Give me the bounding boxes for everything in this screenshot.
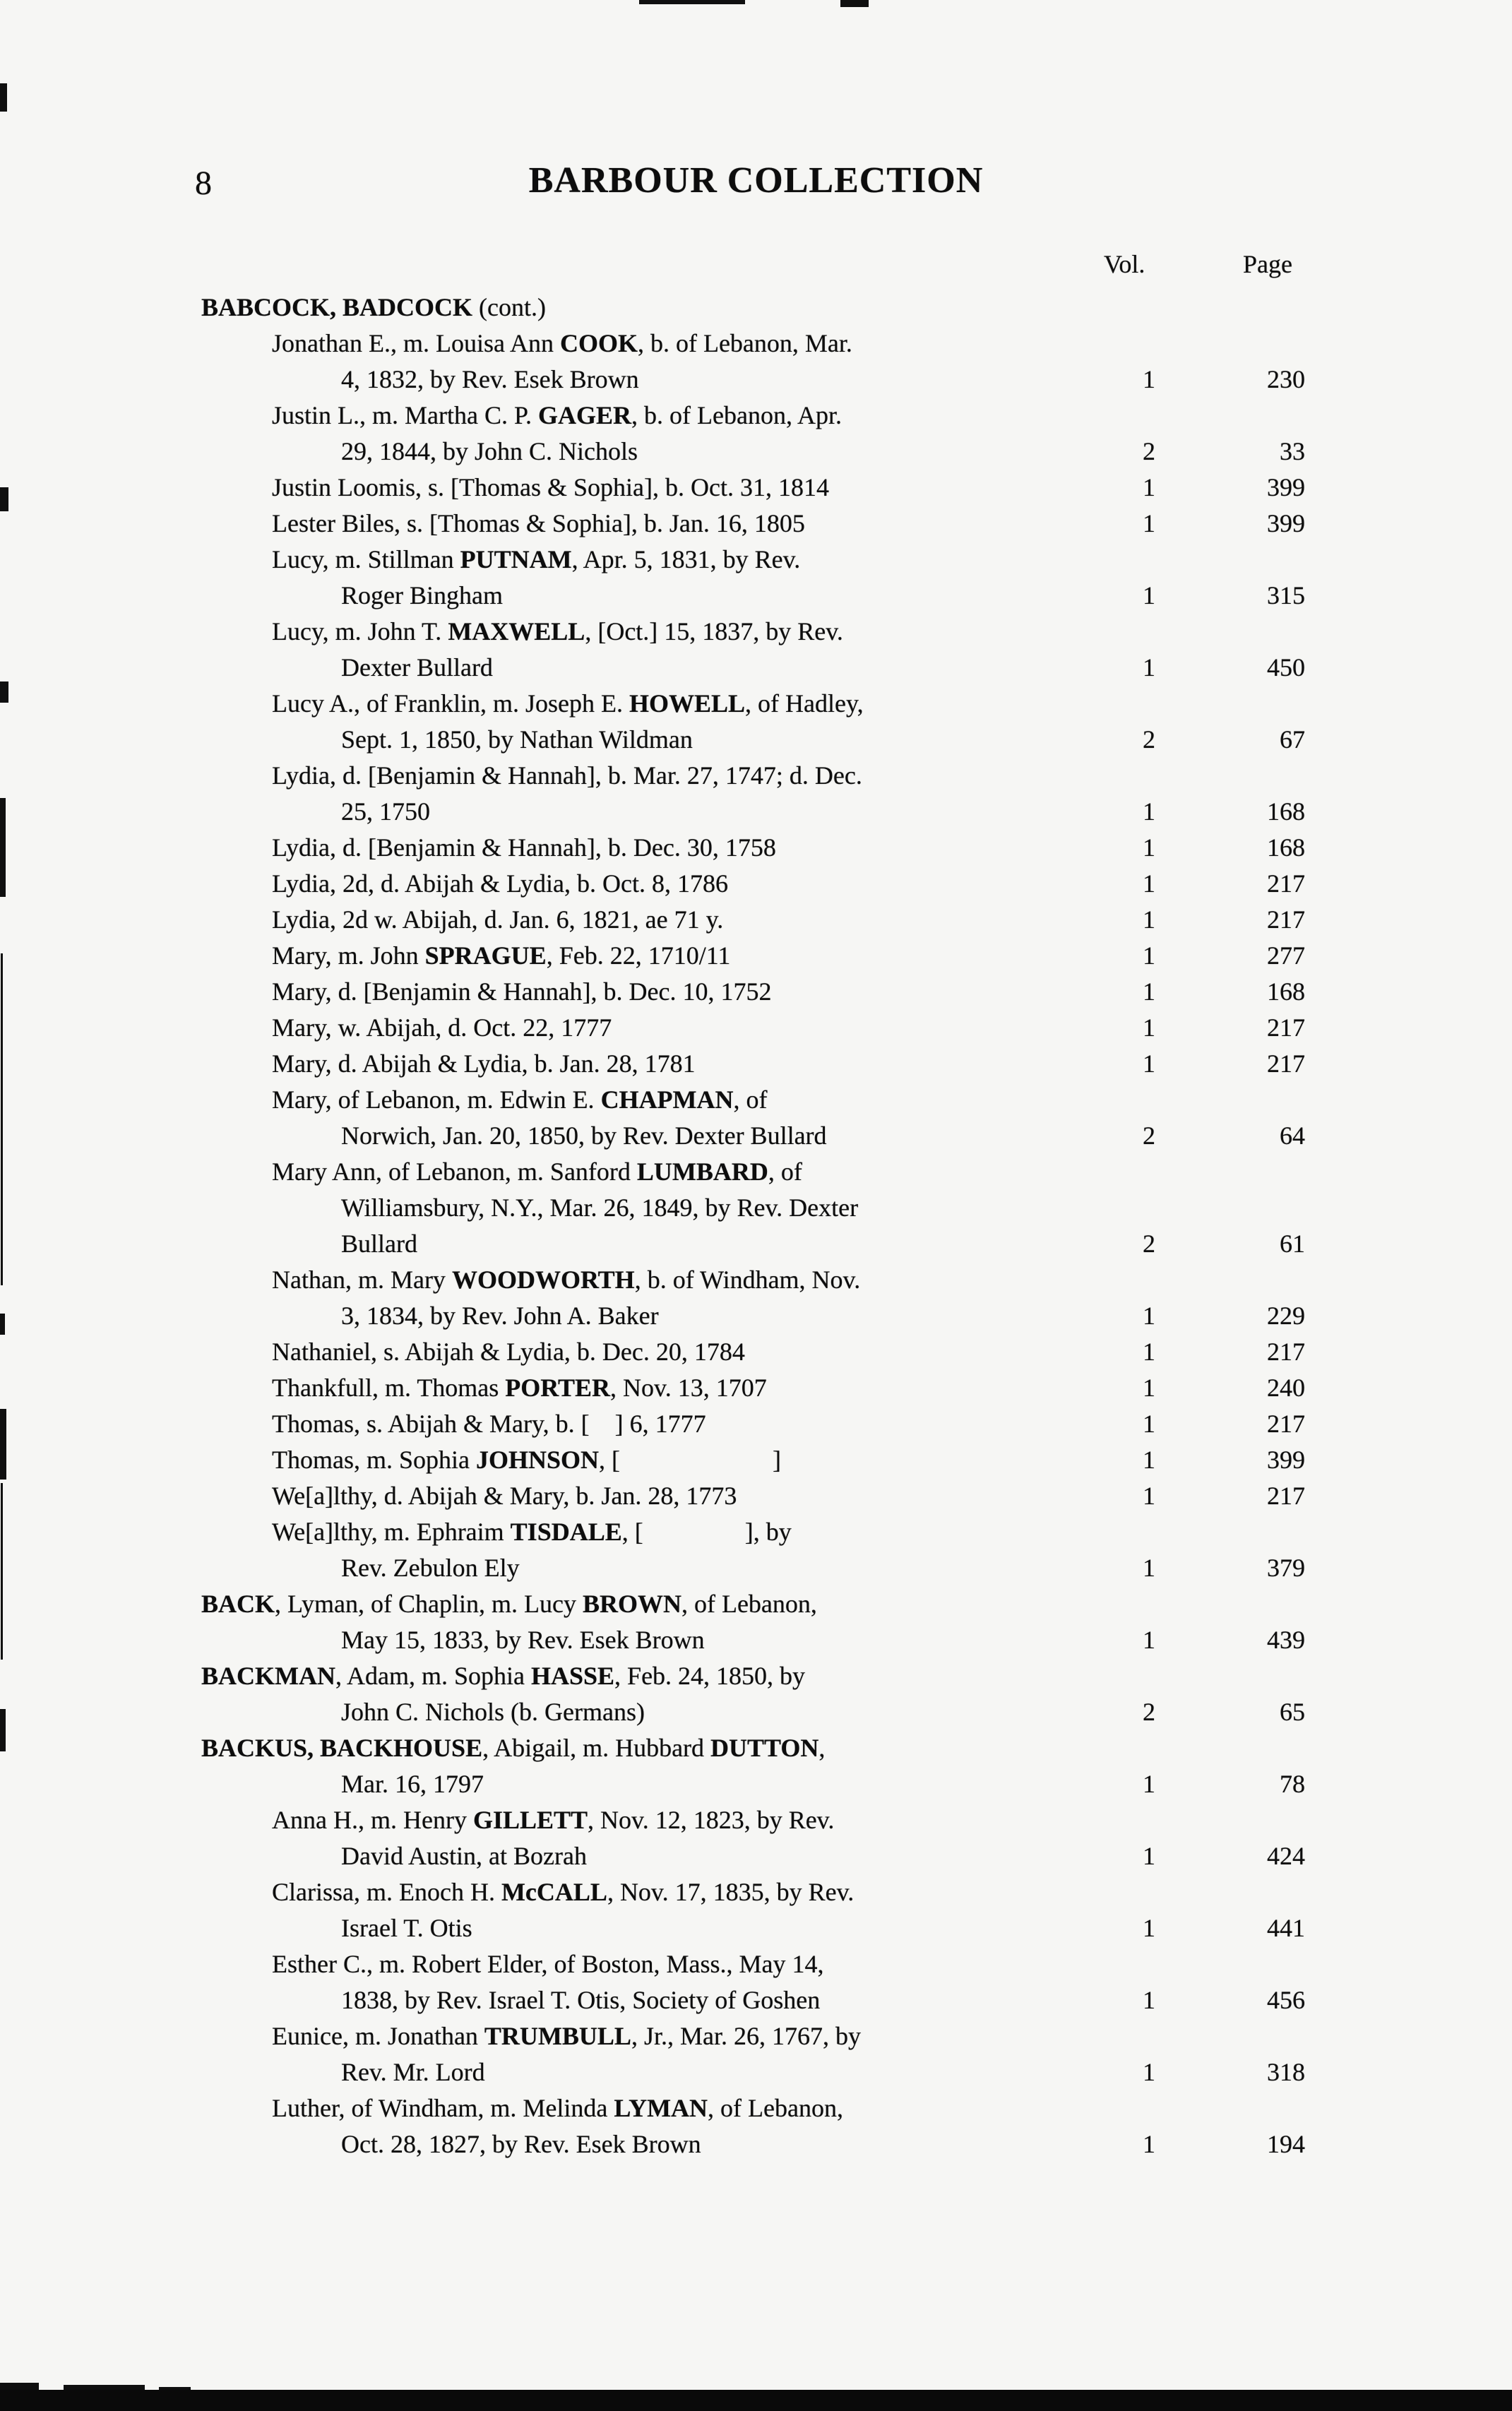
entry-row	[0, 2126, 1512, 2162]
entry-row	[0, 1226, 1512, 1262]
entry-row	[0, 938, 1512, 974]
section-heading-row	[0, 1730, 1512, 1766]
scan-artifact	[840, 0, 869, 7]
entry-text: 1838, by Rev. Israel T. Otis, Society of Goshen	[341, 1986, 821, 2014]
entry-vol: 2	[1143, 1698, 1155, 1726]
entry-page: 217	[1267, 1410, 1305, 1438]
scan-artifact	[639, 0, 745, 4]
scan-artifact	[0, 83, 7, 112]
entry-text: Mary, d. [Benjamin & Hannah], b. Dec. 10, 1752	[272, 977, 772, 1006]
entry-text: Justin L., m. Martha C. P. GAGER, b. of Lebanon, Apr.	[272, 401, 842, 429]
entry-row	[0, 1838, 1512, 1874]
entry-row	[0, 542, 1512, 578]
entry-vol: 1	[1143, 833, 1155, 862]
entry-row	[0, 1298, 1512, 1334]
entry-page: 217	[1267, 869, 1305, 898]
entry-text: Mary, w. Abijah, d. Oct. 22, 1777	[272, 1013, 612, 1042]
entry-page: 379	[1267, 1554, 1305, 1582]
entry-text: Mary Ann, of Lebanon, m. Sanford LUMBARD, of	[272, 1157, 802, 1186]
entry-text: Nathan, m. Mary WOODWORTH, b. of Windham, Nov.	[272, 1266, 861, 1294]
entry-text: Lucy, m. Stillman PUTNAM, Apr. 5, 1831, by Rev.	[272, 545, 801, 573]
entry-row	[0, 1262, 1512, 1298]
entry-text: Sept. 1, 1850, by Nathan Wildman	[341, 725, 693, 754]
entry-text: Mar. 16, 1797	[341, 1770, 484, 1798]
entry-text: Israel T. Otis	[341, 1914, 472, 1942]
entry-vol: 1	[1143, 1914, 1155, 1942]
entry-text: 25, 1750	[341, 797, 430, 826]
entry-row	[0, 758, 1512, 794]
entry-page: 217	[1267, 1338, 1305, 1366]
section-heading-row	[0, 1658, 1512, 1694]
entry-vol: 1	[1143, 1842, 1155, 1870]
entry-text: Lucy, m. John T. MAXWELL, [Oct.] 15, 1837, by Rev.	[272, 617, 843, 645]
entry-page: 194	[1267, 2130, 1305, 2158]
entry-row	[0, 1550, 1512, 1586]
entry-text: We[a]lthy, d. Abijah & Mary, b. Jan. 28, 1773	[272, 1482, 737, 1510]
entry-text: Rev. Zebulon Ely	[341, 1554, 520, 1582]
entry-row	[0, 2090, 1512, 2126]
entry-text: BACKMAN, Adam, m. Sophia HASSE, Feb. 24, 1850, by	[201, 1662, 806, 1690]
entry-vol: 1	[1143, 797, 1155, 826]
entry-vol: 1	[1143, 941, 1155, 970]
entry-text: 4, 1832, by Rev. Esek Brown	[341, 365, 639, 393]
entry-row	[0, 434, 1512, 470]
scan-bottom-band	[0, 2390, 1512, 2411]
entry-vol: 2	[1143, 437, 1155, 465]
entry-page: 318	[1267, 2058, 1305, 2086]
entry-text: 29, 1844, by John C. Nichols	[341, 437, 638, 465]
entry-row	[0, 1694, 1512, 1730]
entry-row	[0, 794, 1512, 830]
entry-page: 217	[1267, 1482, 1305, 1510]
entry-text: Lester Biles, s. [Thomas & Sophia], b. Jan. 16, 1805	[272, 509, 805, 537]
entry-text: Nathaniel, s. Abijah & Lydia, b. Dec. 20, 1784	[272, 1338, 745, 1366]
entry-vol: 1	[1143, 2058, 1155, 2086]
entry-text: David Austin, at Bozrah	[341, 1842, 587, 1870]
entry-list	[0, 290, 1512, 2162]
entry-text: Lucy A., of Franklin, m. Joseph E. HOWELL, of Hadley,	[272, 689, 864, 718]
entry-page: 230	[1267, 365, 1305, 393]
entry-vol: 1	[1143, 1302, 1155, 1330]
entry-row	[0, 1946, 1512, 1982]
entry-vol: 1	[1143, 1049, 1155, 1078]
entry-text: Dexter Bullard	[341, 653, 493, 681]
entry-page: 78	[1280, 1770, 1305, 1798]
entry-text: Lydia, d. [Benjamin & Hannah], b. Mar. 27, 1747; d. Dec.	[272, 761, 862, 790]
entry-page: 424	[1267, 1842, 1305, 1870]
entry-page: 399	[1267, 473, 1305, 501]
entry-row	[0, 1406, 1512, 1442]
entry-vol: 2	[1143, 725, 1155, 754]
entry-text: May 15, 1833, by Rev. Esek Brown	[341, 1626, 705, 1654]
entry-text: Thomas, s. Abijah & Mary, b. [ ] 6, 1777	[272, 1410, 706, 1438]
entry-text: BABCOCK, BADCOCK (cont.)	[201, 293, 546, 321]
entry-text: Williamsbury, N.Y., Mar. 26, 1849, by Rev. Dexter	[341, 1193, 859, 1222]
entry-text: Mary, m. John SPRAGUE, Feb. 22, 1710/11	[272, 941, 731, 970]
entry-text: Anna H., m. Henry GILLETT, Nov. 12, 1823, by Rev.	[272, 1806, 835, 1834]
entry-page: 399	[1267, 509, 1305, 537]
entry-text: Esther C., m. Robert Elder, of Boston, Mass., May 14,	[272, 1950, 824, 1978]
entry-row	[0, 1010, 1512, 1046]
entry-row	[0, 326, 1512, 362]
entry-vol: 1	[1143, 905, 1155, 934]
entry-vol: 1	[1143, 365, 1155, 393]
entry-text: BACK, Lyman, of Chaplin, m. Lucy BROWN, of Lebanon,	[201, 1590, 817, 1618]
entry-text: Lydia, 2d w. Abijah, d. Jan. 6, 1821, ae 71 y.	[272, 905, 724, 934]
entry-vol: 1	[1143, 1410, 1155, 1438]
entry-vol: 1	[1143, 2130, 1155, 2158]
entry-text: Rev. Mr. Lord	[341, 2058, 485, 2086]
entry-row	[0, 1118, 1512, 1154]
entry-page: 315	[1267, 581, 1305, 609]
entry-text: Mary, of Lebanon, m. Edwin E. CHAPMAN, of	[272, 1085, 768, 1114]
entry-page: 65	[1280, 1698, 1305, 1726]
entry-row	[0, 830, 1512, 866]
entry-text: Justin Loomis, s. [Thomas & Sophia], b. Oct. 31, 1814	[272, 473, 829, 501]
entry-text: BACKUS, BACKHOUSE, Abigail, m. Hubbard DUTTON,	[201, 1734, 826, 1762]
entry-row	[0, 362, 1512, 398]
entry-row	[0, 722, 1512, 758]
entry-page: 67	[1280, 725, 1305, 754]
entry-page: 61	[1280, 1230, 1305, 1258]
column-header-page: Page	[1243, 250, 1292, 278]
entry-row	[0, 1082, 1512, 1118]
entry-vol: 1	[1143, 1482, 1155, 1510]
entry-text: Clarissa, m. Enoch H. McCALL, Nov. 17, 1835, by Rev.	[272, 1878, 855, 1906]
entry-text: Oct. 28, 1827, by Rev. Esek Brown	[341, 2130, 701, 2158]
entry-row	[0, 2054, 1512, 2090]
entry-row	[0, 902, 1512, 938]
entry-text: We[a]lthy, m. Ephraim TISDALE, [ ], by	[272, 1518, 792, 1546]
section-heading-row	[0, 1586, 1512, 1622]
section-heading-row	[0, 290, 1512, 326]
entry-vol: 1	[1143, 1013, 1155, 1042]
entry-page: 217	[1267, 1013, 1305, 1042]
entry-row	[0, 506, 1512, 542]
entry-vol: 1	[1143, 977, 1155, 1006]
entry-text: Lydia, 2d, d. Abijah & Lydia, b. Oct. 8, 1786	[272, 869, 728, 898]
entry-text: Eunice, m. Jonathan TRUMBULL, Jr., Mar. 26, 1767, by	[272, 2022, 861, 2050]
entry-row	[0, 1478, 1512, 1514]
entry-vol: 1	[1143, 1986, 1155, 2014]
entry-vol: 1	[1143, 1626, 1155, 1654]
entry-row	[0, 1874, 1512, 1910]
entry-page: 168	[1267, 797, 1305, 826]
entry-row	[0, 1370, 1512, 1406]
entry-vol: 1	[1143, 1374, 1155, 1402]
entry-row	[0, 470, 1512, 506]
entry-text: Bullard	[341, 1230, 417, 1258]
entry-page: 64	[1280, 1121, 1305, 1150]
entry-text: Roger Bingham	[341, 581, 503, 609]
entry-vol: 1	[1143, 869, 1155, 898]
entry-row	[0, 1334, 1512, 1370]
entry-page: 168	[1267, 977, 1305, 1006]
page-number: 8	[195, 165, 212, 202]
entry-row	[0, 650, 1512, 686]
entry-vol: 1	[1143, 653, 1155, 681]
entry-vol: 1	[1143, 1770, 1155, 1798]
entry-row	[0, 614, 1512, 650]
entry-text: Norwich, Jan. 20, 1850, by Rev. Dexter Bullard	[341, 1121, 827, 1150]
entry-page: 217	[1267, 1049, 1305, 1078]
entry-page: 456	[1267, 1986, 1305, 2014]
entry-row	[0, 1766, 1512, 1802]
entry-vol: 1	[1143, 581, 1155, 609]
entry-vol: 1	[1143, 1338, 1155, 1366]
entry-row	[0, 398, 1512, 434]
entry-page: 399	[1267, 1446, 1305, 1474]
entry-page: 450	[1267, 653, 1305, 681]
entry-page: 240	[1267, 1374, 1305, 1402]
entry-page: 217	[1267, 905, 1305, 934]
entry-vol: 2	[1143, 1121, 1155, 1150]
entry-row	[0, 974, 1512, 1010]
entry-page: 168	[1267, 833, 1305, 862]
entry-text: Jonathan E., m. Louisa Ann COOK, b. of Lebanon, Mar.	[272, 329, 852, 357]
entry-text: 3, 1834, by Rev. John A. Baker	[341, 1302, 659, 1330]
entry-row	[0, 578, 1512, 614]
entry-row	[0, 1982, 1512, 2018]
entry-row	[0, 1190, 1512, 1226]
entry-vol: 1	[1143, 473, 1155, 501]
entry-row	[0, 686, 1512, 722]
column-header-vol: Vol.	[1104, 250, 1145, 278]
entry-text: Lydia, d. [Benjamin & Hannah], b. Dec. 30, 1758	[272, 833, 776, 862]
entry-text: John C. Nichols (b. Germans)	[341, 1698, 645, 1726]
entry-row	[0, 1910, 1512, 1946]
entry-text: Thomas, m. Sophia JOHNSON, [ ]	[272, 1446, 781, 1474]
entry-page: 277	[1267, 941, 1305, 970]
entry-page: 229	[1267, 1302, 1305, 1330]
entry-row	[0, 1154, 1512, 1190]
entry-row	[0, 1514, 1512, 1550]
entry-text: Mary, d. Abijah & Lydia, b. Jan. 28, 1781	[272, 1049, 696, 1078]
entry-row	[0, 1802, 1512, 1838]
entry-vol: 2	[1143, 1230, 1155, 1258]
entry-vol: 1	[1143, 509, 1155, 537]
entry-row	[0, 1046, 1512, 1082]
entry-text: Luther, of Windham, m. Melinda LYMAN, of Lebanon,	[272, 2094, 843, 2122]
entry-vol: 1	[1143, 1446, 1155, 1474]
entry-page: 441	[1267, 1914, 1305, 1942]
entry-row	[0, 1442, 1512, 1478]
entry-row	[0, 1622, 1512, 1658]
entry-page: 439	[1267, 1626, 1305, 1654]
page-title: BARBOUR COLLECTION	[528, 160, 984, 201]
entry-page: 33	[1280, 437, 1305, 465]
entry-vol: 1	[1143, 1554, 1155, 1582]
entry-row	[0, 866, 1512, 902]
entry-text: Thankfull, m. Thomas PORTER, Nov. 13, 1707	[272, 1374, 767, 1402]
entry-row	[0, 2018, 1512, 2054]
